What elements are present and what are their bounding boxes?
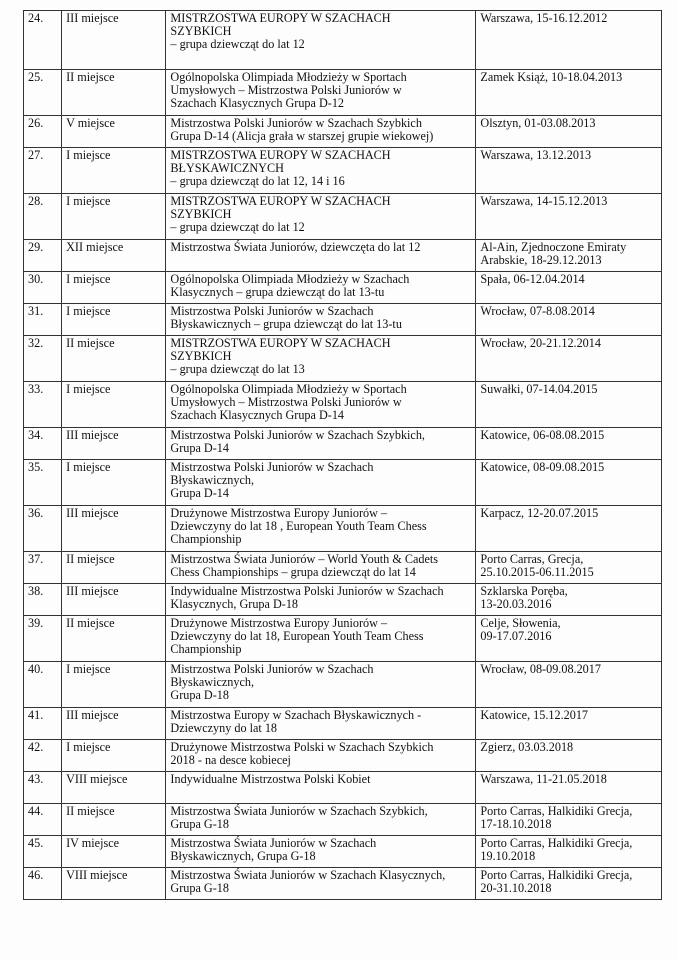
location-date	[476, 148, 662, 194]
placement: II miejsce	[62, 804, 166, 836]
row-number: 33.	[24, 382, 62, 428]
location-line: Arabskie, 18-29.12.2013	[480, 253, 602, 268]
location-line: Porto Carras, Halkidiki Grecja,	[480, 836, 633, 850]
event-line: Mistrzostwa Polski Juniorów w Szachach	[170, 304, 374, 318]
event-name	[166, 272, 476, 304]
row-number: 29.	[24, 240, 62, 272]
location-date	[476, 616, 662, 662]
row-number: 44.	[24, 804, 62, 836]
event-name	[166, 506, 476, 552]
placement: III miejsce	[62, 11, 166, 70]
location-line: Warszawa, 11-21.05.2018	[480, 772, 607, 786]
event-line: Mistrzostwa Polski Juniorów w Szachach	[170, 460, 374, 474]
table-row	[24, 116, 662, 148]
location-date	[476, 194, 662, 240]
event-line: Grupa D-18	[170, 688, 229, 703]
table-row	[24, 11, 662, 70]
event-line: Grupa D-14 (Alicja grała w starszej grupie wiekowej)	[170, 129, 434, 144]
event-name	[166, 11, 476, 70]
event-line: Umysłowych – Mistrzostwa Polski Juniorów w	[170, 83, 402, 98]
event-line: Mistrzostwa Świata Juniorów, dziewczęta do lat 12	[170, 240, 421, 254]
location-line: Spała, 06-12.04.2014	[480, 272, 585, 286]
table-row	[24, 740, 662, 772]
placement: V miejsce	[62, 116, 166, 148]
event-line: SZYBKICH	[170, 24, 232, 39]
location-line: Porto Carras, Halkidiki Grecja,	[480, 804, 633, 818]
table-row	[24, 428, 662, 460]
placement: II miejsce	[62, 336, 166, 382]
event-line: MISTRZOSTWA EUROPY W SZACHACH	[170, 194, 391, 208]
placement: I miejsce	[62, 740, 166, 772]
event-name	[166, 552, 476, 584]
location-date	[476, 70, 662, 116]
event-line: – grupa dziewcząt do lat 12, 14 i 16	[170, 174, 345, 189]
placement: I miejsce	[62, 194, 166, 240]
event-line: – grupa dziewcząt do lat 12	[170, 37, 305, 52]
location-line: Suwałki, 07-14.04.2015	[480, 382, 598, 396]
table-row	[24, 460, 662, 506]
table-row	[24, 382, 662, 428]
event-line: Drużynowe Mistrzostwa Europy Juniorów –	[170, 506, 388, 520]
location-line: 19.10.2018	[480, 849, 536, 864]
event-line: Indywidualne Mistrzostwa Polski Juniorów w Szachach	[170, 584, 444, 598]
event-name	[166, 70, 476, 116]
event-line: Championship	[170, 532, 242, 547]
row-number: 43.	[24, 772, 62, 804]
placement: III miejsce	[62, 506, 166, 552]
event-line: Mistrzostwa Świata Juniorów w Szachach	[170, 836, 377, 850]
table-row	[24, 70, 662, 116]
event-name	[166, 382, 476, 428]
event-line: MISTRZOSTWA EUROPY W SZACHACH	[170, 336, 391, 350]
placement: II miejsce	[62, 70, 166, 116]
event-line: Drużynowe Mistrzostwa Polski w Szachach Szybkich	[170, 740, 434, 754]
table-row	[24, 616, 662, 662]
event-line: Mistrzostwa Polski Juniorów w Szachach	[170, 662, 374, 676]
row-number: 34.	[24, 428, 62, 460]
row-number: 40.	[24, 662, 62, 708]
event-line: Błyskawicznych – grupa dziewcząt do lat 13-tu	[170, 317, 402, 332]
location-line: Zgierz, 03.03.2018	[480, 740, 574, 754]
event-line: Ogólnopolska Olimpiada Młodzieży w Sportach	[170, 382, 407, 396]
table-row	[24, 708, 662, 740]
row-number: 24.	[24, 11, 62, 70]
table-row	[24, 336, 662, 382]
location-date	[476, 460, 662, 506]
row-number: 27.	[24, 148, 62, 194]
event-line: MISTRZOSTWA EUROPY W SZACHACH	[170, 148, 391, 162]
event-line: – grupa dziewcząt do lat 12	[170, 220, 305, 235]
event-line: Szachach Klasycznych Grupa D-14	[170, 408, 345, 423]
location-date	[476, 584, 662, 616]
location-line: Karpacz, 12-20.07.2015	[480, 506, 599, 520]
event-line: Grupa G-18	[170, 817, 229, 832]
event-line: Mistrzostwa Świata Juniorów w Szachach Klasycznych,	[170, 868, 446, 882]
location-date	[476, 116, 662, 148]
row-number: 37.	[24, 552, 62, 584]
placement: VIII miejsce	[62, 772, 166, 804]
event-name	[166, 584, 476, 616]
event-name	[166, 116, 476, 148]
event-name	[166, 662, 476, 708]
placement: I miejsce	[62, 662, 166, 708]
placement: I miejsce	[62, 304, 166, 336]
location-line: Porto Carras, Halkidiki Grecja,	[480, 868, 633, 882]
placement: XII miejsce	[62, 240, 166, 272]
table-row	[24, 836, 662, 868]
event-line: SZYBKICH	[170, 349, 232, 364]
location-line: 25.10.2015-06.11.2015	[480, 565, 594, 580]
row-number: 30.	[24, 272, 62, 304]
row-number: 31.	[24, 304, 62, 336]
event-name	[166, 240, 476, 272]
placement: I miejsce	[62, 382, 166, 428]
location-date	[476, 240, 662, 272]
placement: III miejsce	[62, 428, 166, 460]
event-line: Mistrzostwa Świata Juniorów w Szachach Szybkich,	[170, 804, 428, 818]
event-line: SZYBKICH	[170, 207, 232, 222]
location-line: Porto Carras, Grecja,	[480, 552, 584, 566]
event-name	[166, 148, 476, 194]
event-line: 2018 - na desce kobiecej	[170, 753, 291, 768]
location-line: Olsztyn, 01-03.08.2013	[480, 116, 596, 130]
table-row	[24, 240, 662, 272]
event-line: Dziewczyny do lat 18	[170, 721, 278, 736]
event-name	[166, 428, 476, 460]
table-row	[24, 662, 662, 708]
event-line: Błyskawicznych,	[170, 473, 255, 488]
event-line: Mistrzostwa Polski Juniorów w Szachach Szybkich	[170, 116, 422, 130]
placement: II miejsce	[62, 552, 166, 584]
location-date	[476, 304, 662, 336]
table-row	[24, 772, 662, 804]
location-date	[476, 11, 662, 70]
event-name	[166, 194, 476, 240]
location-date	[476, 552, 662, 584]
event-line: Indywidualne Mistrzostwa Polski Kobiet	[170, 772, 371, 786]
event-line: Umysłowych – Mistrzostwa Polski Juniorów w	[170, 395, 402, 410]
event-name	[166, 804, 476, 836]
location-date	[476, 272, 662, 304]
event-line: Błyskawicznych, Grupa G-18	[170, 849, 316, 864]
event-line: Szachach Klasycznych Grupa D-12	[170, 96, 345, 111]
location-line: Warszawa, 13.12.2013	[480, 148, 592, 162]
location-date	[476, 506, 662, 552]
event-line: Drużynowe Mistrzostwa Europy Juniorów –	[170, 616, 388, 630]
event-name	[166, 868, 476, 900]
placement: I miejsce	[62, 272, 166, 304]
location-line: 17-18.10.2018	[480, 817, 552, 832]
event-name	[166, 772, 476, 804]
table-row	[24, 552, 662, 584]
row-number: 36.	[24, 506, 62, 552]
table-row	[24, 304, 662, 336]
location-date	[476, 740, 662, 772]
event-line: Dziewczyny do lat 18, European Youth Team Chess	[170, 629, 424, 644]
event-name	[166, 836, 476, 868]
location-line: 20-31.10.2018	[480, 881, 552, 896]
placement: VIII miejsce	[62, 868, 166, 900]
location-date	[476, 428, 662, 460]
location-line: Wrocław, 07-8.08.2014	[480, 304, 595, 318]
location-line: Warszawa, 15-16.12.2012	[480, 11, 608, 25]
row-number: 32.	[24, 336, 62, 382]
placement: II miejsce	[62, 616, 166, 662]
location-line: Katowice, 15.12.2017	[480, 708, 589, 722]
row-number: 25.	[24, 70, 62, 116]
event-line: Klasycznych, Grupa D-18	[170, 597, 299, 612]
location-line: Katowice, 08-09.08.2015	[480, 460, 605, 474]
event-line: Mistrzostwa Europy w Szachach Błyskawicznych -	[170, 708, 422, 722]
location-line: Katowice, 06-08.08.2015	[480, 428, 605, 442]
event-name	[166, 740, 476, 772]
row-number: 41.	[24, 708, 62, 740]
event-line: Klasycznych – grupa dziewcząt do lat 13-tu	[170, 285, 385, 300]
event-name	[166, 336, 476, 382]
row-number: 46.	[24, 868, 62, 900]
location-line: Celje, Słowenia,	[480, 616, 561, 630]
event-line: Ogólnopolska Olimpiada Młodzieży w Szachach	[170, 272, 410, 286]
results-table	[23, 10, 662, 900]
location-date	[476, 868, 662, 900]
event-line: Championship	[170, 642, 242, 657]
results-table-body	[24, 11, 662, 900]
row-number: 35.	[24, 460, 62, 506]
event-name	[166, 616, 476, 662]
location-date	[476, 836, 662, 868]
event-name	[166, 304, 476, 336]
location-line: Zamek Książ, 10-18.04.2013	[480, 70, 623, 84]
table-row	[24, 506, 662, 552]
event-line: Dziewczyny do lat 18 , European Youth Team Chess	[170, 519, 427, 534]
location-date	[476, 336, 662, 382]
location-line: Wrocław, 20-21.12.2014	[480, 336, 601, 350]
row-number: 38.	[24, 584, 62, 616]
table-row	[24, 148, 662, 194]
location-line: Al-Ain, Zjednoczone Emiraty	[480, 240, 627, 254]
event-line: Grupa G-18	[170, 881, 229, 896]
table-row	[24, 194, 662, 240]
placement: I miejsce	[62, 460, 166, 506]
table-row	[24, 804, 662, 836]
table-row	[24, 272, 662, 304]
row-number: 45.	[24, 836, 62, 868]
location-line: Wrocław, 08-09.08.2017	[480, 662, 601, 676]
event-line: Grupa D-14	[170, 486, 229, 501]
table-row	[24, 584, 662, 616]
event-line: BŁYSKAWICZNYCH	[170, 161, 284, 176]
location-date	[476, 662, 662, 708]
placement: IV miejsce	[62, 836, 166, 868]
event-line: – grupa dziewcząt do lat 13	[170, 362, 305, 377]
location-date	[476, 382, 662, 428]
location-date	[476, 708, 662, 740]
event-name	[166, 460, 476, 506]
event-line: Błyskawicznych,	[170, 675, 255, 690]
table-row	[24, 868, 662, 900]
event-line: Mistrzostwa Polski Juniorów w Szachach Szybkich,	[170, 428, 425, 442]
location-line: Warszawa, 14-15.12.2013	[480, 194, 608, 208]
row-number: 39.	[24, 616, 62, 662]
location-date	[476, 772, 662, 804]
event-line: Ogólnopolska Olimpiada Młodzieży w Sportach	[170, 70, 407, 84]
event-name	[166, 708, 476, 740]
placement: III miejsce	[62, 708, 166, 740]
row-number: 42.	[24, 740, 62, 772]
event-line: MISTRZOSTWA EUROPY W SZACHACH	[170, 11, 391, 25]
location-date	[476, 804, 662, 836]
location-line: 09-17.07.2016	[480, 629, 552, 644]
placement: III miejsce	[62, 584, 166, 616]
row-number: 26.	[24, 116, 62, 148]
location-line: Szklarska Poręba,	[480, 584, 568, 598]
location-line: 13-20.03.2016	[480, 597, 552, 612]
row-number: 28.	[24, 194, 62, 240]
event-line: Grupa D-14	[170, 441, 229, 456]
event-line: Mistrzostwa Świata Juniorów – World Youth & Cadets	[170, 552, 439, 566]
event-line: Chess Championships – grupa dziewcząt do lat 14	[170, 565, 416, 580]
placement: I miejsce	[62, 148, 166, 194]
